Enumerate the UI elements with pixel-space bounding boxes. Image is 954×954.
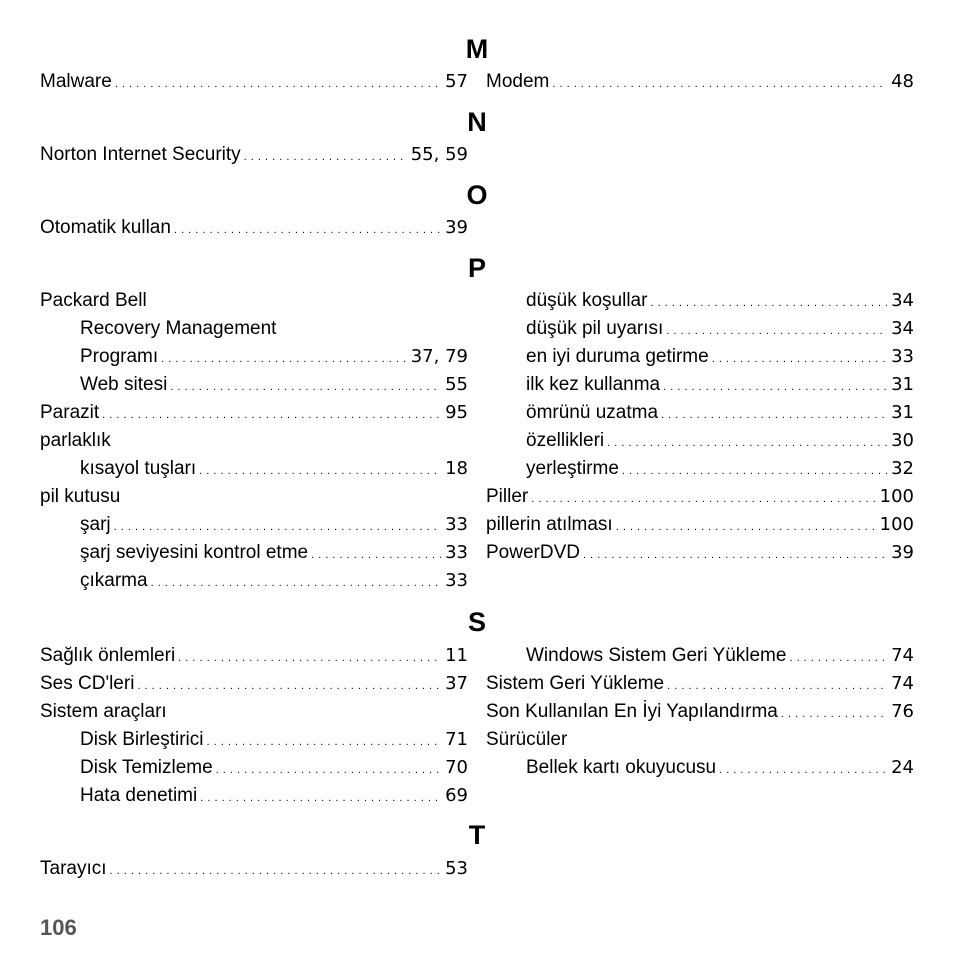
index-column-left-o — [40, 214, 468, 242]
index-term: Sürücüler — [486, 729, 568, 750]
index-term: Windows Sistem Geri Yükleme — [526, 645, 787, 666]
index-entry — [486, 698, 914, 726]
index-term: Packard Bell — [40, 290, 147, 311]
index-term: Hata denetimi — [80, 785, 198, 806]
index-entry — [486, 483, 914, 511]
dot-leader — [781, 700, 887, 728]
dot-leader — [531, 485, 875, 513]
index-entry — [40, 141, 468, 169]
index-term: yerleştirme — [526, 458, 619, 479]
dot-leader — [607, 429, 887, 457]
index-term: düşük pil uyarısı — [526, 318, 664, 339]
index-entry — [40, 642, 468, 670]
dot-leader — [661, 401, 887, 429]
index-entry — [486, 726, 914, 754]
index-pages: 76 — [891, 701, 914, 722]
index-column-right-m — [486, 68, 914, 96]
index-pages: 74 — [891, 673, 914, 694]
index-column-left-m — [40, 68, 468, 96]
index-entry — [40, 214, 468, 242]
index-term: Sistem araçları — [40, 701, 167, 722]
index-pages: 100 — [879, 514, 914, 535]
index-subentry — [486, 399, 914, 427]
index-term: parlaklık — [40, 430, 111, 451]
index-term: Sağlık önlemleri — [40, 645, 176, 666]
index-entry — [40, 698, 468, 726]
index-term: Otomatik kullan — [40, 217, 171, 238]
dot-leader — [667, 672, 887, 700]
index-column-left-n — [40, 141, 468, 169]
index-entry — [40, 427, 468, 455]
index-term: ömrünü uzatma — [526, 402, 659, 423]
index-term: Tarayıcı — [40, 858, 107, 879]
index-column-right-p — [486, 287, 914, 567]
index-term: şarj seviyesini kontrol etme — [80, 542, 309, 563]
index-pages: 53 — [445, 858, 468, 879]
index-subentry — [40, 539, 468, 567]
dot-leader — [663, 373, 887, 401]
index-pages: 70 — [445, 757, 468, 778]
index-term: pil kutusu — [40, 486, 121, 507]
index-subentry — [40, 371, 468, 399]
index-pages: 31 — [891, 374, 914, 395]
index-pages: 69 — [445, 785, 468, 806]
index-term: şarj — [80, 514, 111, 535]
index-pages: 57 — [445, 71, 468, 92]
index-pages: 74 — [891, 645, 914, 666]
index-column-left-p — [40, 287, 468, 595]
dot-leader — [200, 784, 441, 812]
dot-leader — [666, 317, 887, 345]
dot-leader — [216, 756, 441, 784]
index-entry — [40, 287, 468, 315]
index-entry — [40, 670, 468, 698]
index-entry — [486, 670, 914, 698]
index-subentry — [40, 782, 468, 810]
index-pages: 100 — [879, 486, 914, 507]
dot-leader — [616, 513, 876, 541]
dot-leader — [552, 70, 887, 98]
index-subentry — [486, 455, 914, 483]
index-subentry — [40, 455, 468, 483]
dot-leader — [244, 143, 407, 171]
index-pages: 95 — [445, 402, 468, 423]
dot-leader — [170, 373, 441, 401]
index-entry — [486, 511, 914, 539]
index-term: Programı — [80, 346, 159, 367]
dot-leader — [114, 513, 441, 541]
index-subentry — [486, 371, 914, 399]
index-pages: 11 — [445, 645, 468, 666]
dot-leader — [110, 857, 442, 885]
index-term: Ses CD'leri — [40, 673, 135, 694]
index-term: Norton Internet Security — [40, 144, 241, 165]
index-subentry — [40, 726, 468, 754]
index-entry — [40, 68, 468, 96]
section-letter-p: P — [467, 253, 486, 283]
index-column-left-t — [40, 855, 468, 883]
dot-leader — [178, 644, 441, 672]
dot-leader — [207, 728, 442, 756]
dot-leader — [622, 457, 887, 485]
index-pages: 30 — [891, 430, 914, 451]
index-term: ilk kez kullanma — [526, 374, 661, 395]
index-pages: 33 — [445, 542, 468, 563]
index-subentry — [40, 754, 468, 782]
dot-leader — [712, 345, 887, 373]
index-column-right-s — [486, 642, 914, 782]
dot-leader — [650, 289, 887, 317]
index-entry — [40, 399, 468, 427]
dot-leader — [151, 569, 442, 597]
index-term: Piller — [486, 486, 529, 507]
dot-leader — [161, 345, 407, 373]
index-pages: 37 — [445, 673, 468, 694]
index-term: en iyi duruma getirme — [526, 346, 709, 367]
dot-leader — [102, 401, 441, 429]
index-term: Disk Birleştirici — [80, 729, 204, 750]
index-pages: 55, 59 — [410, 144, 468, 165]
section-letter-t: T — [468, 820, 486, 850]
dot-leader — [719, 756, 887, 784]
index-subentry — [486, 754, 914, 782]
index-pages: 18 — [445, 458, 468, 479]
index-term: pillerin atılması — [486, 514, 613, 535]
index-subentry — [486, 315, 914, 343]
dot-leader — [583, 541, 887, 569]
index-term: düşük koşullar — [526, 290, 648, 311]
index-term: çıkarma — [80, 570, 148, 591]
index-subentry — [40, 315, 468, 343]
section-letter-n: N — [467, 107, 487, 137]
page-number: 106 — [40, 915, 77, 940]
index-pages: 33 — [445, 570, 468, 591]
index-pages: 31 — [891, 402, 914, 423]
dot-leader — [789, 644, 887, 672]
index-term: Bellek kartı okuyucusu — [526, 757, 717, 778]
index-subentry — [486, 343, 914, 371]
dot-leader — [174, 216, 441, 244]
index-entry — [486, 68, 914, 96]
index-term: Recovery Management — [80, 318, 277, 339]
dot-leader — [137, 672, 441, 700]
index-subentry — [40, 343, 468, 371]
dot-leader — [311, 541, 441, 569]
index-pages: 33 — [891, 346, 914, 367]
index-term: Son Kullanılan En İyi Yapılandırma — [486, 701, 778, 722]
index-term: Parazit — [40, 402, 100, 423]
index-pages: 34 — [891, 290, 914, 311]
index-entry — [40, 483, 468, 511]
index-entry — [40, 855, 468, 883]
index-pages: 34 — [891, 318, 914, 339]
index-pages: 37, 79 — [410, 346, 468, 367]
index-pages: 71 — [445, 729, 468, 750]
index-column-left-s — [40, 642, 468, 810]
index-pages: 48 — [891, 71, 914, 92]
dot-leader — [115, 70, 441, 98]
index-pages: 55 — [445, 374, 468, 395]
index-term: kısayol tuşları — [80, 458, 197, 479]
index-term: Disk Temizleme — [80, 757, 213, 778]
index-subentry — [40, 511, 468, 539]
index-term: Sistem Geri Yükleme — [486, 673, 665, 694]
index-subentry — [486, 427, 914, 455]
index-pages: 39 — [891, 542, 914, 563]
section-letter-s: S — [467, 607, 486, 637]
index-subentry — [486, 642, 914, 670]
section-letter-m: M — [465, 34, 489, 64]
index-term: Web sitesi — [80, 374, 168, 395]
index-pages: 32 — [891, 458, 914, 479]
index-pages: 33 — [445, 514, 468, 535]
index-term: Malware — [40, 71, 112, 92]
index-term: PowerDVD — [486, 542, 580, 563]
dot-leader — [199, 457, 441, 485]
index-pages: 39 — [445, 217, 468, 238]
index-subentry — [40, 567, 468, 595]
index-pages: 24 — [891, 757, 914, 778]
index-entry — [486, 539, 914, 567]
index-subentry — [486, 287, 914, 315]
section-letter-o: O — [466, 180, 488, 210]
index-term: özellikleri — [526, 430, 605, 451]
index-term: Modem — [486, 71, 550, 92]
